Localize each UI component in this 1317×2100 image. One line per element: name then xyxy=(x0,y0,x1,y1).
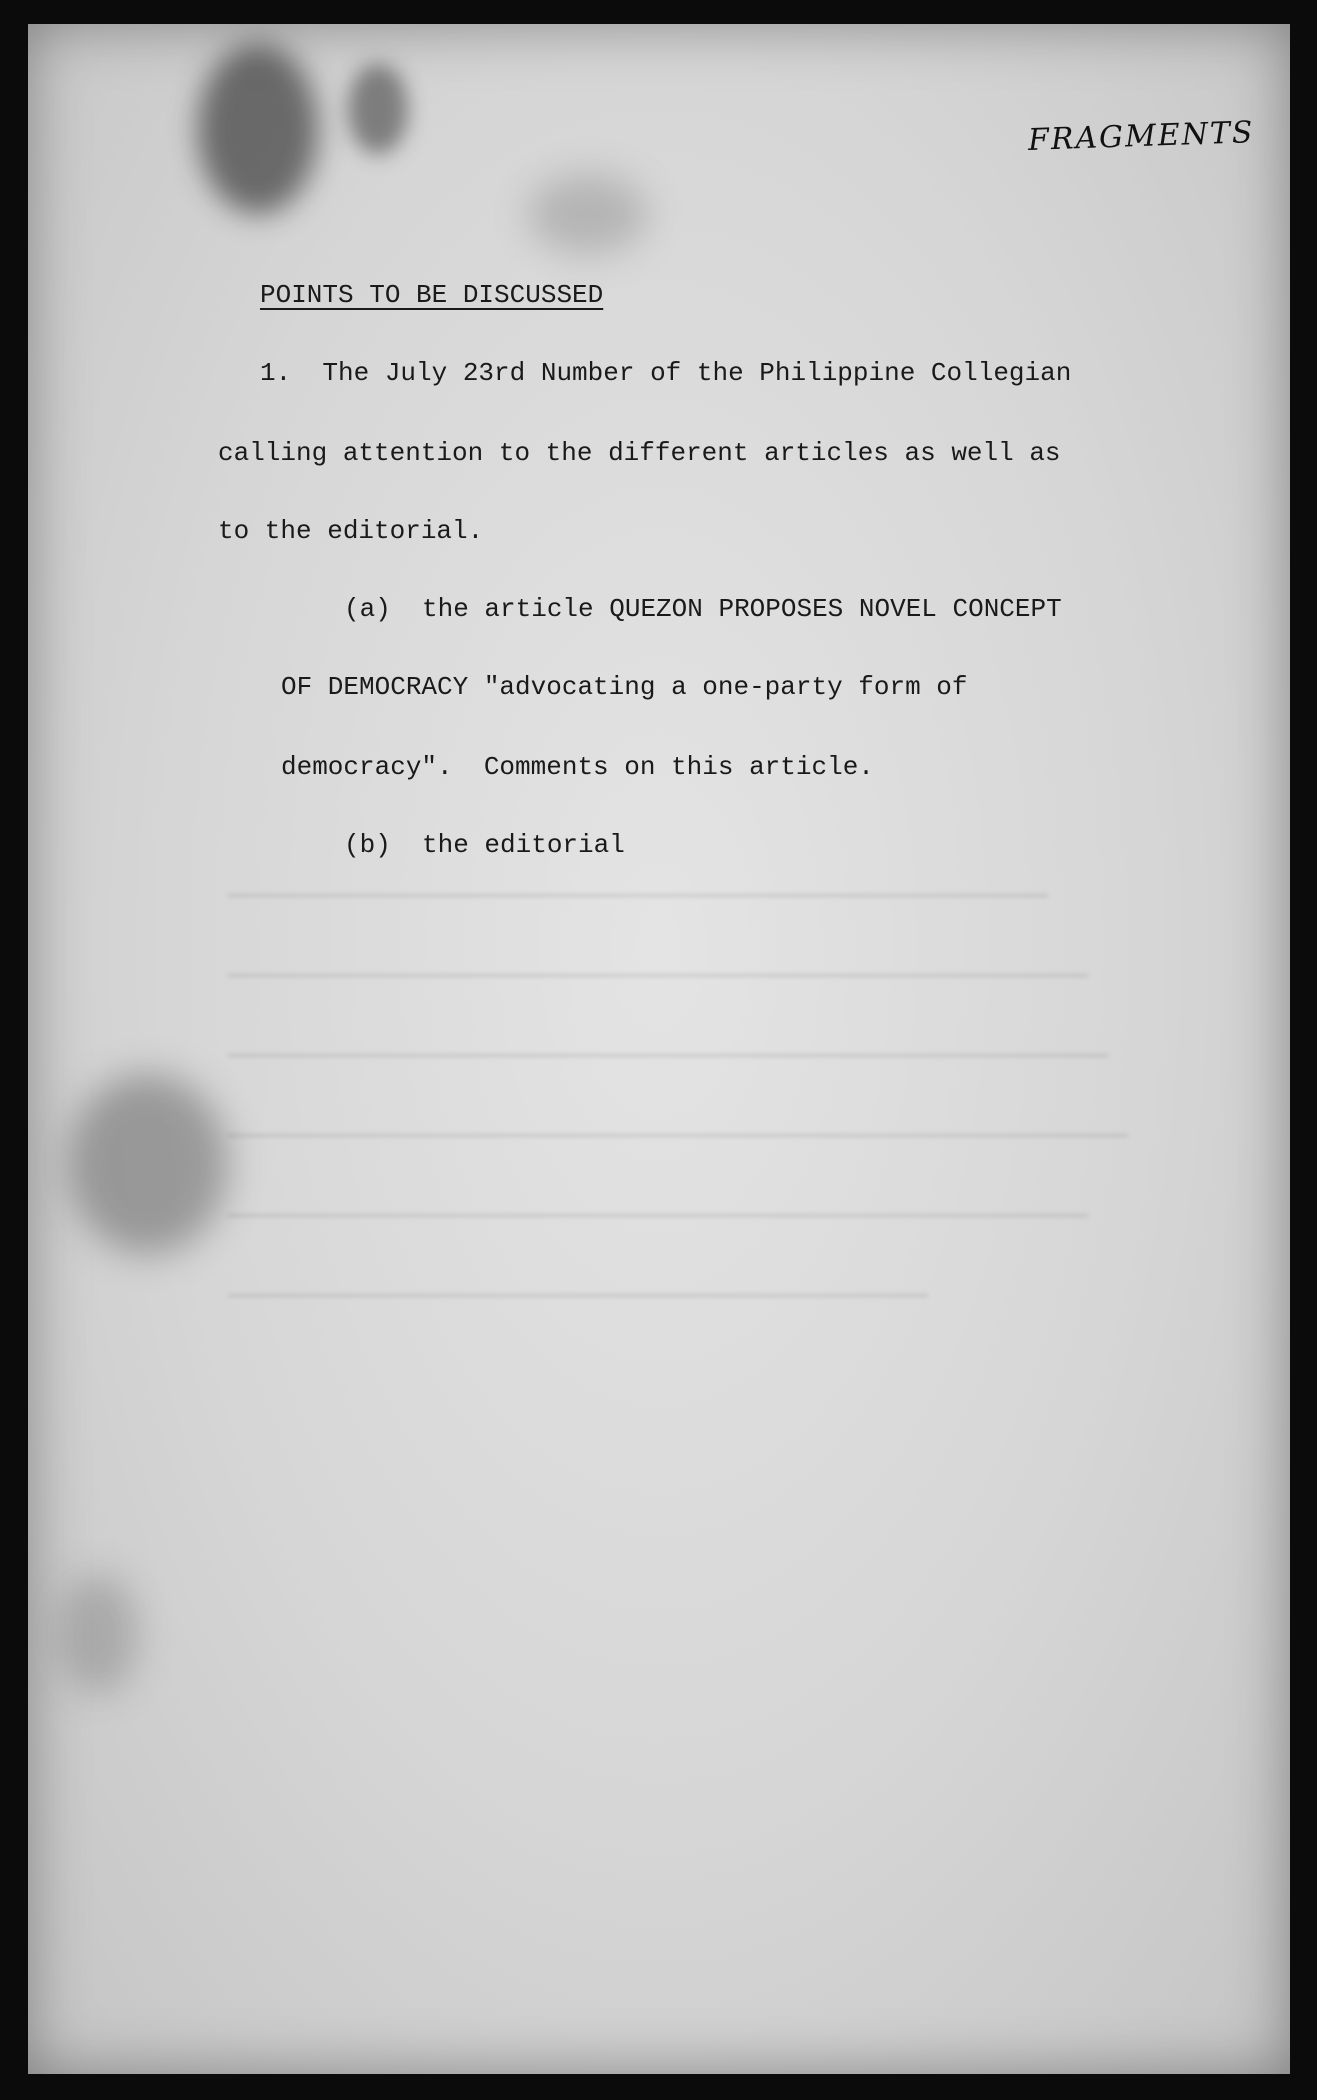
show-through-line xyxy=(228,894,1048,897)
burn-mark xyxy=(198,44,318,214)
text-line: (b) the editorial xyxy=(344,830,625,860)
show-through-line xyxy=(228,1054,1108,1057)
show-through-line xyxy=(228,1134,1128,1137)
show-through-line xyxy=(228,1294,928,1297)
text-line: OF DEMOCRACY "advocating a one-party form of xyxy=(281,672,968,702)
stain xyxy=(528,174,648,254)
document-heading: POINTS TO BE DISCUSSED xyxy=(260,280,604,310)
stain xyxy=(58,1574,138,1694)
text-line: democracy". Comments on this article. xyxy=(281,752,874,782)
paper-sheet xyxy=(28,24,1290,2074)
handwritten-margin-note: FRAGMENTS xyxy=(1027,115,1256,158)
show-through-line xyxy=(228,1214,1088,1217)
show-through-line xyxy=(228,974,1088,977)
text-line: calling attention to the different articles as well as xyxy=(218,438,1061,468)
stain xyxy=(68,1074,228,1254)
text-line: to the editorial. xyxy=(218,516,484,546)
text-line: 1. The July 23rd Number of the Philippine Collegian xyxy=(260,358,1072,388)
text-line: (a) the article QUEZON PROPOSES NOVEL CONCEPT xyxy=(344,594,1062,624)
burn-mark xyxy=(348,64,408,154)
